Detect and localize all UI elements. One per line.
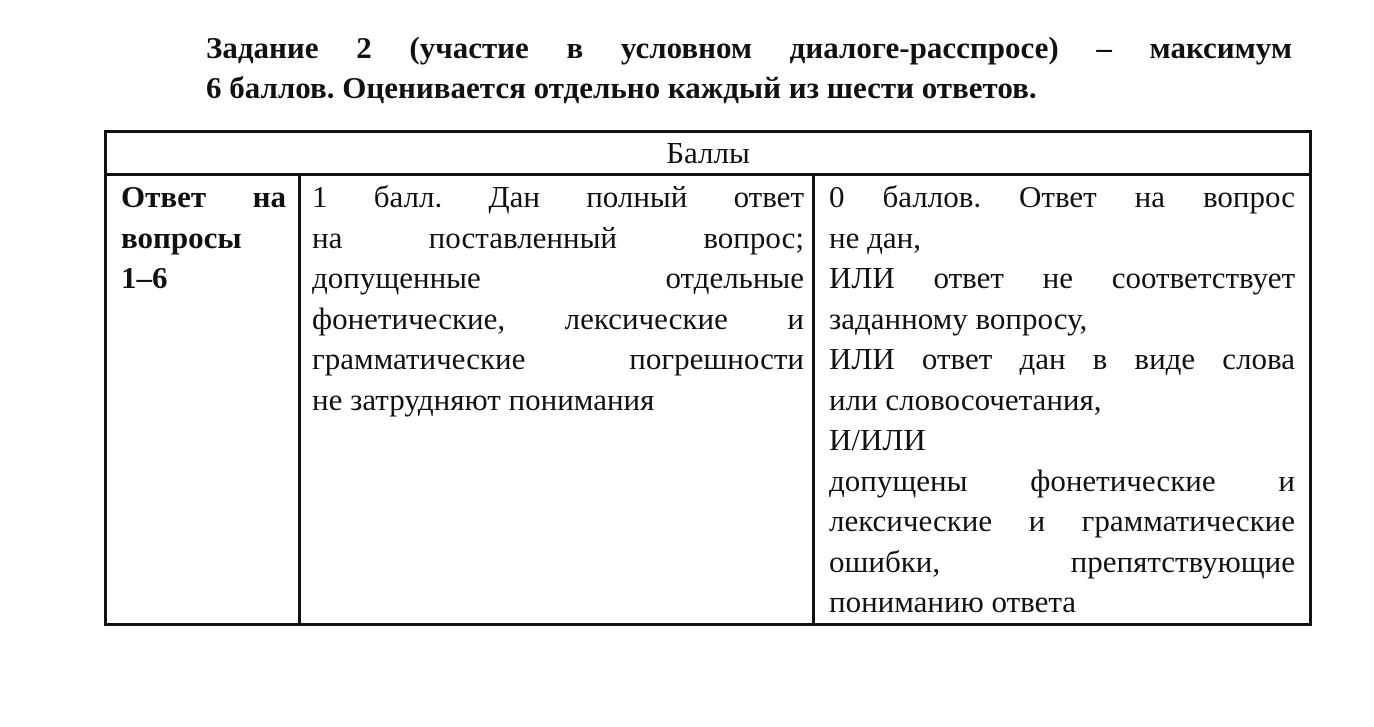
- zero-points-cell: [814, 175, 1311, 625]
- zero-points-line: или словосочетания,: [829, 381, 1102, 417]
- zero-points-line: ИЛИ ответ дан в виде слова: [829, 341, 1296, 376]
- zero-points-line: ИЛИ ответ не соответствует: [829, 260, 1296, 295]
- one-point-line: 1 балл. Дан полный ответ: [312, 179, 804, 214]
- scoring-table: [104, 130, 1312, 626]
- zero-points-line: ошибки, препятствующие: [829, 543, 1296, 579]
- criterion-line: Ответ на: [121, 179, 286, 214]
- one-point-cell: [300, 175, 814, 625]
- table-header-row: [106, 132, 1311, 175]
- criterion-line: 1–6: [121, 260, 168, 295]
- one-point-line: не затрудняют понимания: [312, 381, 655, 417]
- one-point-line: на поставленный вопрос;: [312, 219, 804, 255]
- zero-points-line: допущены фонетические и: [829, 462, 1296, 498]
- one-point-line: фонетические, лексические и: [312, 300, 804, 336]
- criterion-line: вопросы: [121, 219, 242, 255]
- zero-points-line: И/ИЛИ: [829, 422, 926, 457]
- zero-points-line: не дан,: [829, 219, 921, 255]
- criterion-cell: [106, 175, 300, 625]
- task-heading-line-2: 6 баллов. Оценивается отдельно каждый из шести ответов.: [206, 70, 1037, 105]
- table-header-points: Баллы: [106, 132, 1311, 175]
- one-point-line: допущенные отдельные: [312, 260, 804, 295]
- task-heading: [206, 28, 1292, 108]
- zero-points-line: пониманию ответа: [829, 584, 1077, 619]
- one-point-line: грамматические погрешности: [312, 341, 804, 376]
- zero-points-line: лексические и грамматические: [829, 503, 1296, 538]
- zero-points-line: заданному вопросу,: [829, 300, 1088, 336]
- table-row: [106, 175, 1311, 625]
- zero-points-line: 0 баллов. Ответ на вопрос: [829, 179, 1296, 214]
- task-heading-line-1: Задание 2 (участие в условном диалоге-расспросе) – максимум: [206, 30, 1292, 65]
